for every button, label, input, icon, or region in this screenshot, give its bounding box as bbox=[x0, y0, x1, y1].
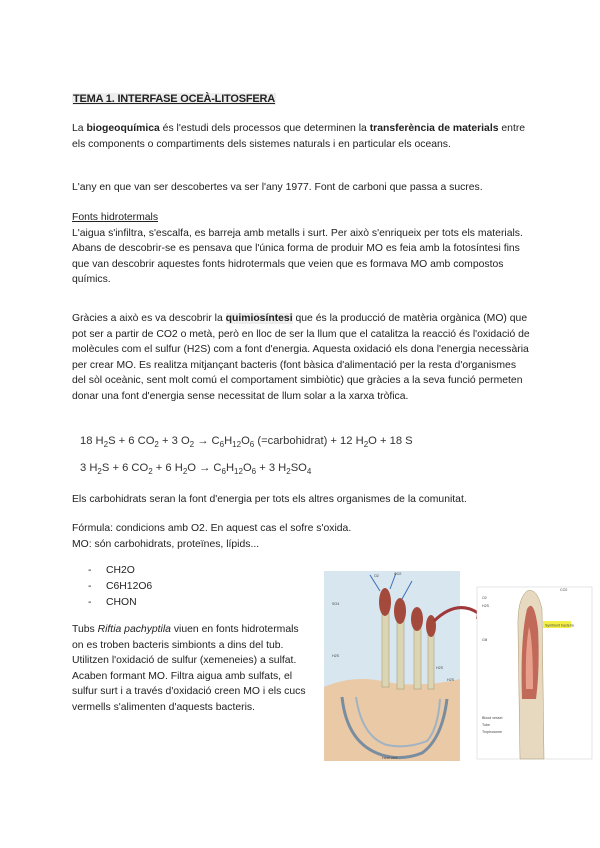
page-title: TEMA 1. INTERFASE OCEÀ-LITOSFERA bbox=[73, 93, 276, 105]
fonts-paragraph-2: Abans de descobrir-se es pensava que l'única forma de produir MO es feia amb la fotosíntesi fins que van descobrir aquestes fonts hidrotermals que veien que es formava MO amb compostos químics. bbox=[72, 243, 520, 286]
chemo-text-2: que és la producció de matèria orgànica (MO) que pot ser a partir de CO2 o metà, però en lloc de ser la llum que el catalitza la reacció és l'oxidació de molècules com el sulfur (H2S) com a font d'energia. Aquesta oxidació els dona l'energia necessària per crear MO. Es realitza mitjançant bacteris (font bàsica d'alimentació per la resta d'organismes del sòl oceànic, sent molt comú el comportament simbiòtic) que gràcies a la seva funció permeten donar una font d'energia sense necessitat de llum solar a la xarxa tròfica. bbox=[72, 313, 530, 402]
hydrothermal-vent-figure bbox=[322, 569, 594, 763]
riftia-paragraph bbox=[72, 622, 312, 716]
chemo-text-1: Gràcies a això es va descobrir la bbox=[72, 313, 226, 324]
formula-line-1: Fórmula: condicions amb O2. En aquest cas el sofre s'oxida. bbox=[72, 523, 352, 534]
worm-tube-2 bbox=[397, 619, 404, 689]
worm-tube-1 bbox=[382, 609, 389, 687]
label-co2: CO2 bbox=[394, 572, 402, 576]
label-h2s-3: H2S bbox=[447, 678, 454, 682]
label-blood-vessel: Blood vessel bbox=[482, 716, 503, 720]
highlight-label: Symbiont bacteria bbox=[545, 623, 574, 628]
label-gill: Gill bbox=[482, 638, 488, 642]
label-trophosome: Trophosome bbox=[482, 730, 503, 734]
label-o2-right: O2 bbox=[482, 596, 487, 600]
equation-2: 3 $H_2S + 6$ $CO_2 + 6$ $H_2O \to C_6H_{12}O_6 + 3$ $H_2SO_4$ bbox=[80, 462, 312, 477]
worm-plume-2 bbox=[394, 598, 406, 624]
riftia-text-2: viuen en fonts hidrotermals on es troben bacteris simbionts a dins del tub. Utilitzen l'oxidació de sulfur (xemeneies) a sulfat. Acaben formant MO. Filtra aigua amb sulfats, el sulfur surt i a través d'oxidació creen MO i els cucs vermells s'alimenten d'aquests bacteris. bbox=[72, 624, 306, 713]
sediment bbox=[324, 679, 460, 761]
worm-plume-3 bbox=[411, 607, 423, 631]
label-o2: O2 bbox=[374, 574, 379, 578]
intro-bold-biogeoquimica: biogeoquímica bbox=[86, 123, 160, 134]
list-item: - CHON bbox=[88, 595, 152, 611]
label-h2s-right: H2S bbox=[482, 604, 489, 608]
label-tube: Tube bbox=[482, 723, 491, 727]
label-h2s-2: H2S bbox=[436, 666, 443, 670]
intro-paragraph bbox=[72, 121, 532, 152]
intro-text-1: La bbox=[72, 123, 87, 134]
riftia-species-name: Riftia pachyptila bbox=[97, 624, 171, 635]
intro-bold-transferencia: transferència de materials bbox=[369, 123, 499, 134]
worm-plume-1 bbox=[379, 588, 391, 616]
chemo-bold-quimiosintesi: quimiosíntesi bbox=[225, 313, 293, 324]
worm-plume-4 bbox=[426, 615, 436, 637]
chemosynthesis-paragraph bbox=[72, 311, 532, 405]
fonts-section bbox=[72, 210, 532, 288]
list-item: - CH2O bbox=[88, 563, 152, 579]
fonts-heading: Fonts hidrotermals bbox=[72, 212, 159, 223]
label-heat-vent: Heat vent bbox=[382, 756, 398, 760]
discovery-paragraph: L'any en que van ser descobertes va ser l'any 1977. Font de carboni que passa a sucres. bbox=[72, 182, 483, 193]
compound-list bbox=[88, 563, 152, 611]
formula-paragraph bbox=[72, 521, 532, 552]
intro-text-3: entre els components o compartiments dels sistemes naturals i en particular els oceans. bbox=[72, 123, 526, 150]
equation-1: 18 $H_2S + 6$ $CO_2 + 3$ $O_2 \to C_6H_{12}O_6$ (=carbohidrat) + 12 $H_2O + 18$ S bbox=[80, 435, 413, 450]
label-h2s-1: H2S bbox=[332, 654, 339, 658]
list-item: - C6H12O6 bbox=[88, 579, 152, 595]
carbohydrates-paragraph: Els carbohidrats seran la font d'energia per tots els altres organismes de la comunitat. bbox=[72, 494, 467, 505]
label-so4: SO4 bbox=[332, 602, 340, 606]
intro-text-2: és l'estudi dels processos que determinen la bbox=[159, 123, 370, 134]
worm-tube-4 bbox=[428, 633, 434, 689]
worm-tube-3 bbox=[414, 627, 421, 689]
formula-line-2: MO: són carbohidrats, proteïnes, lípids... bbox=[72, 538, 260, 550]
label-co2-right: CO2 bbox=[560, 588, 568, 592]
fonts-paragraph-1: L'aigua s'infiltra, s'escalfa, es barreja amb metalls i surt. Per això s'enriqueix per tots els materials. bbox=[72, 227, 523, 239]
riftia-text-1: Tubs bbox=[72, 624, 98, 635]
